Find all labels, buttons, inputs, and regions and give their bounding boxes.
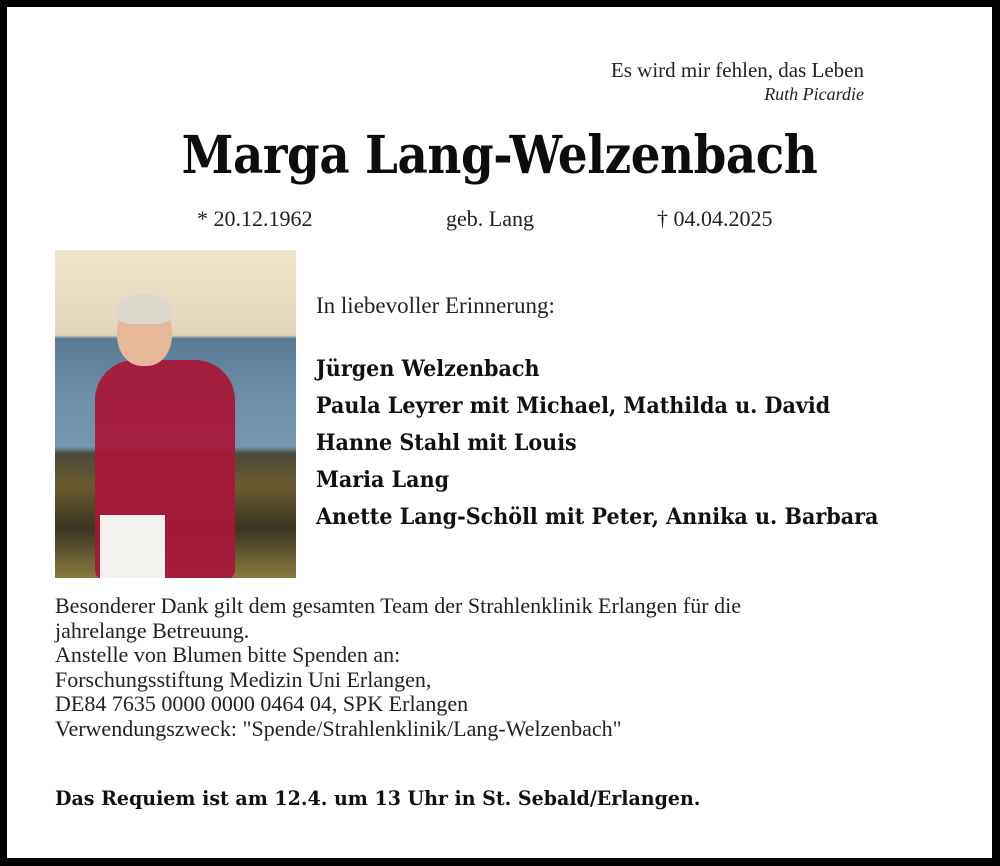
mourner-name: Jürgen Welzenbach — [316, 356, 540, 382]
birth-date: * 20.12.1962 — [197, 206, 313, 231]
donation-reference: Verwendungszweck: "Spende/Strahlenklinik/Lang-Welzenbach" — [55, 715, 622, 741]
thanks-line: jahrelange Betreuung. — [55, 617, 250, 643]
memory-intro: In liebevoller Erinnerung: — [316, 293, 555, 318]
maiden-name: geb. Lang — [446, 206, 534, 231]
quote-author: Ruth Picardie — [764, 84, 864, 104]
thanks-line: Besonderer Dank gilt dem gesamten Team der Strahlenklinik Erlangen für die — [55, 593, 741, 618]
life-dates — [7, 206, 992, 236]
death-date: † 04.04.2025 — [657, 206, 773, 231]
obituary-notice — [7, 7, 992, 858]
photo-hair — [115, 294, 173, 324]
mourner-name: Anette Lang-Schöll mit Peter, Annika u. Barbara — [316, 504, 879, 530]
mourner-name: Paula Leyrer mit Michael, Mathilda u. David — [316, 393, 831, 419]
mourner-name: Maria Lang — [316, 467, 450, 493]
mourner-list — [316, 351, 878, 536]
epigraph — [611, 57, 864, 105]
deceased-name: Marga Lang-Welzenbach — [181, 125, 818, 186]
portrait-photo — [55, 250, 296, 578]
mourner-name: Hanne Stahl mit Louis — [316, 430, 577, 456]
donation-recipient: Forschungsstiftung Medizin Uni Erlangen, — [55, 666, 432, 692]
donation-line: Anstelle von Blumen bitte Spenden an: — [55, 642, 401, 667]
donation-iban: DE84 7635 0000 0000 0464 04, SPK Erlangen — [55, 691, 469, 716]
photo-skirt — [100, 515, 165, 578]
thanks-and-donation — [55, 594, 741, 741]
quote-text: Es wird mir fehlen, das Leben — [610, 58, 864, 82]
requiem-notice: Das Requiem ist am 12.4. um 13 Uhr in St. Sebald/Erlangen. — [55, 786, 701, 810]
